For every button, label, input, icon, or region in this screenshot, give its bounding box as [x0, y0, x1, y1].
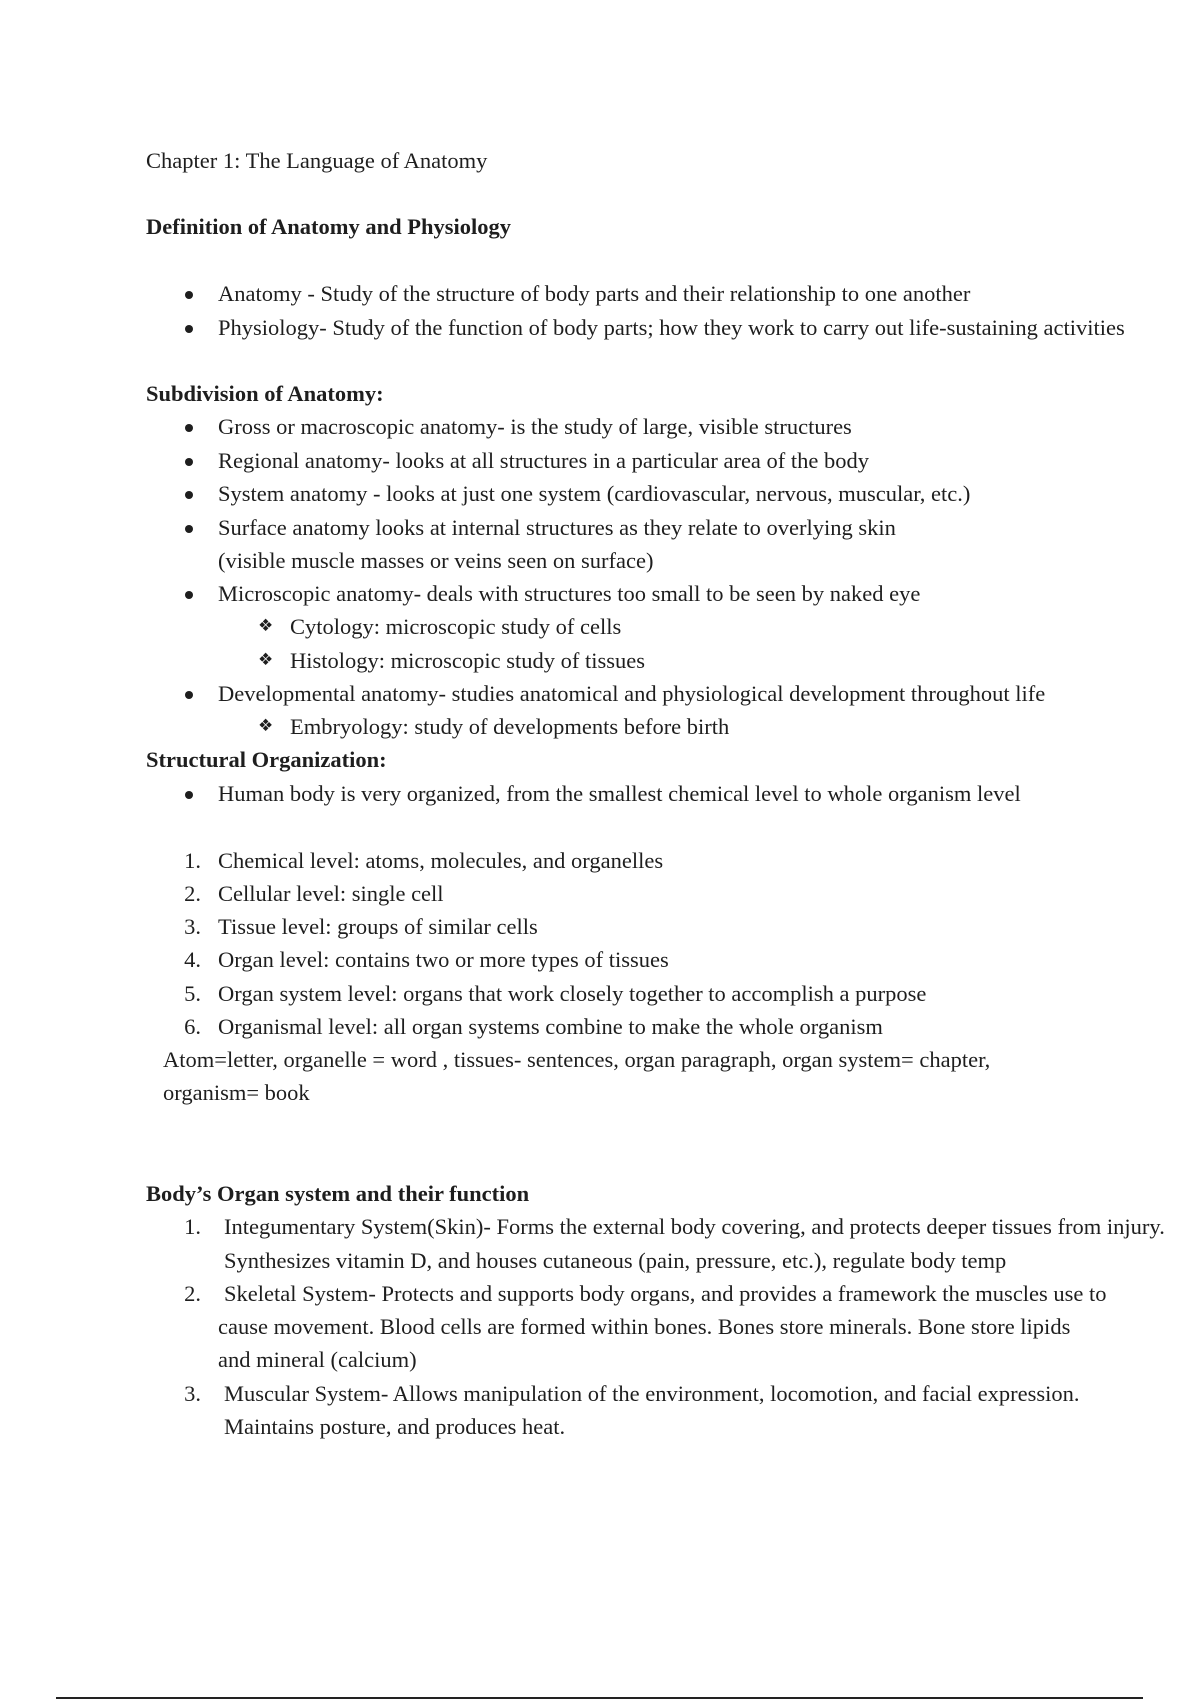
list-number: 2.: [184, 1281, 201, 1306]
level-cellular: Cellular level: single cell: [218, 881, 444, 906]
structural-bullet: Human body is very organized, from the smallest chemical level to whole organism level: [218, 781, 1021, 806]
level-organ-system: Organ system level: organs that work closely together to accomplish a purpose: [218, 981, 927, 1006]
list-number: 3.: [184, 914, 201, 939]
bullet-dot: [185, 591, 193, 599]
organ-system-skeletal: Skeletal System- Protects and supports body organs, and provides a framework the muscles use to: [224, 1281, 1107, 1306]
organ-system-integumentary: Integumentary System(Skin)- Forms the external body covering, and protects deeper tissues from injury.: [224, 1214, 1165, 1239]
list-number: 3.: [184, 1381, 201, 1406]
level-organ: Organ level: contains two or more types of tissues: [218, 947, 669, 972]
sub-item-embryology: Embryology: study of developments before birth: [290, 714, 730, 739]
list-number: 6.: [184, 1014, 201, 1039]
subdivision-item-microscopic: Microscopic anatomy- deals with structures too small to be seen by naked eye: [218, 581, 921, 606]
diamond-bullet-icon: ❖: [258, 616, 274, 636]
bullet-dot: [185, 458, 193, 466]
list-number: 1.: [184, 848, 201, 873]
sub-item-histology: Histology: microscopic study of tissues: [290, 648, 645, 673]
level-chemical: Chemical level: atoms, molecules, and organelles: [218, 848, 664, 873]
subdivision-item-system: System anatomy - looks at just one system (cardiovascular, nervous, muscular, etc.): [218, 481, 971, 506]
bullet-dot: [185, 525, 193, 533]
definition-item-anatomy: Anatomy - Study of the structure of body parts and their relationship to one another: [218, 281, 971, 306]
definition-heading: Definition of Anatomy and Physiology: [146, 214, 512, 239]
sub-item-cytology: Cytology: microscopic study of cells: [290, 614, 622, 639]
organ-system-skeletal-continued-1: cause movement. Blood cells are formed within bones. Bones store minerals. Bone store lipids: [218, 1314, 1071, 1339]
page-bottom-rule: [56, 1697, 1143, 1699]
level-tissue: Tissue level: groups of similar cells: [218, 914, 538, 939]
diamond-bullet-icon: ❖: [258, 716, 274, 736]
list-number: 2.: [184, 881, 201, 906]
chapter-title: Chapter 1: The Language of Anatomy: [146, 148, 488, 173]
bullet-dot: [185, 491, 193, 499]
analogy-line-1: Atom=letter, organelle = word , tissues- sentences, organ paragraph, organ system= chapter,: [163, 1047, 991, 1072]
bullet-dot: [185, 424, 193, 432]
subdivision-item-gross: Gross or macroscopic anatomy- is the study of large, visible structures: [218, 414, 852, 439]
definition-item-physiology: Physiology- Study of the function of body parts; how they work to carry out life-sustaining activities: [218, 315, 1125, 340]
organ-systems-heading: Body’s Organ system and their function: [146, 1181, 530, 1206]
organ-system-muscular-continued: Maintains posture, and produces heat.: [224, 1414, 566, 1439]
subdivision-heading: Subdivision of Anatomy:: [146, 381, 384, 406]
diamond-bullet-icon: ❖: [258, 650, 274, 670]
bullet-dot: [185, 791, 193, 799]
bullet-dot: [185, 691, 193, 699]
subdivision-item-surface: Surface anatomy looks at internal structures as they relate to overlying skin: [218, 515, 896, 540]
list-number: 1.: [184, 1214, 201, 1239]
analogy-line-2: organism= book: [163, 1080, 310, 1105]
organ-system-muscular: Muscular System- Allows manipulation of the environment, locomotion, and facial expression.: [224, 1381, 1080, 1406]
bullet-dot: [185, 291, 193, 299]
organ-system-integumentary-continued: Synthesizes vitamin D, and houses cutaneous (pain, pressure, etc.), regulate body temp: [224, 1248, 1007, 1273]
level-organismal: Organismal level: all organ systems combine to make the whole organism: [218, 1014, 883, 1039]
subdivision-item-developmental: Developmental anatomy- studies anatomical and physiological development throughout life: [218, 681, 1046, 706]
list-number: 5.: [184, 981, 201, 1006]
subdivision-item-regional: Regional anatomy- looks at all structures in a particular area of the body: [218, 448, 870, 473]
subdivision-item-surface-continued: (visible muscle masses or veins seen on surface): [218, 548, 654, 573]
bullet-dot: [185, 325, 193, 333]
organ-system-skeletal-continued-2: and mineral (calcium): [218, 1347, 417, 1372]
list-number: 4.: [184, 947, 201, 972]
structural-heading: Structural Organization:: [146, 747, 387, 772]
